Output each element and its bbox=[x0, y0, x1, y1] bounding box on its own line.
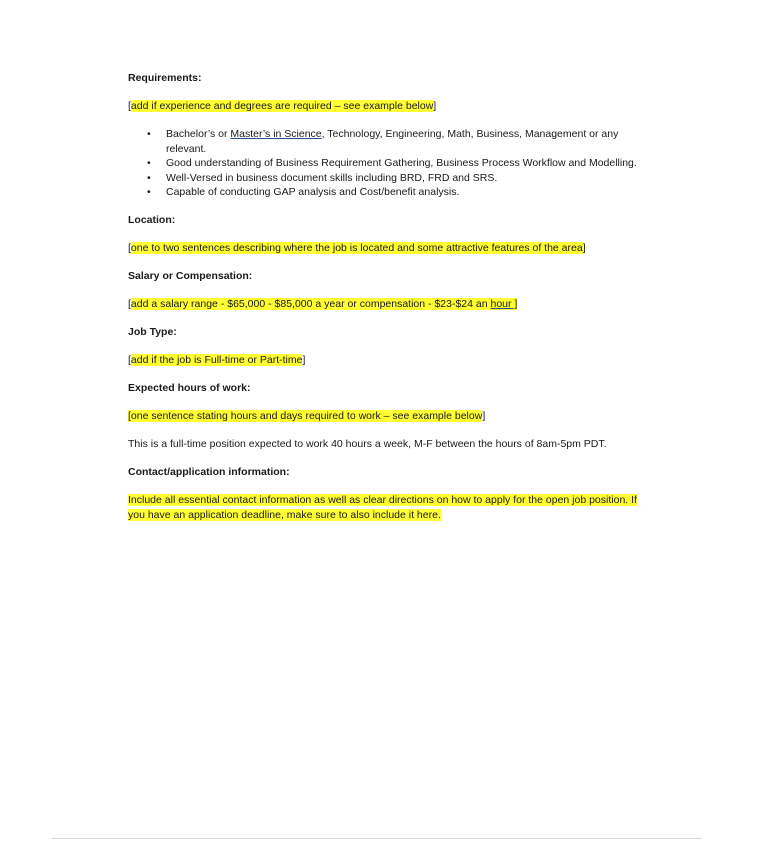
bracket-open: [ bbox=[128, 297, 131, 310]
salary-heading: Salary or Compensation: bbox=[128, 269, 253, 282]
location-note bbox=[128, 241, 638, 256]
job-type-highlight: add if the job is Full-time or Part-time bbox=[130, 353, 303, 366]
contact-note bbox=[128, 493, 638, 523]
bracket-close: ] bbox=[582, 241, 586, 254]
bullet-icon: • bbox=[147, 128, 151, 140]
location-heading: Location: bbox=[128, 213, 176, 226]
bullet-icon: • bbox=[147, 157, 151, 170]
job-type-heading: Job Type: bbox=[128, 325, 177, 338]
requirements-list bbox=[128, 127, 638, 200]
list-item: • Well-Versed in business document skills including BRD, FRD and SRS. bbox=[147, 171, 498, 184]
document-page bbox=[128, 70, 638, 523]
contact-heading: Contact/application information: bbox=[128, 465, 290, 478]
salary-highlight: add a salary range - $65,000 - $85,000 a year or compensation - $23-$24 an hour ] bbox=[130, 297, 518, 310]
bracket-close: ] bbox=[433, 100, 437, 112]
job-type-note bbox=[128, 353, 638, 368]
masters-in-science-link[interactable]: Master’s in Science bbox=[230, 128, 322, 140]
hours-heading: Expected hours of work: bbox=[128, 381, 251, 394]
hours-example: This is a full-time position expected to work 40 hours a week, M-F between the hours of 8am-5pm PDT. bbox=[128, 437, 607, 450]
salary-note bbox=[128, 297, 638, 312]
requirements-highlight: add if experience and degrees are required – see example below bbox=[130, 100, 434, 112]
page-bottom-divider bbox=[52, 838, 702, 839]
hours-highlight: [one sentence stating hours and days required to work – see example below bbox=[128, 409, 483, 422]
list-item: • Good understanding of Business Requirement Gathering, Business Process Workflow and Modelling. bbox=[147, 157, 637, 170]
list-item: • Capable of conducting GAP analysis and Cost/benefit analysis. bbox=[147, 186, 460, 199]
bracket-open: [ bbox=[128, 100, 131, 112]
bullet-icon: • bbox=[147, 186, 151, 199]
bracket-close: ] bbox=[482, 409, 486, 422]
location-highlight: one to two sentences describing where the job is located and some attractive features of the area bbox=[130, 241, 583, 254]
contact-highlight: Include all essential contact information as well as clear directions on how to apply for the open job position. If you have an application deadline, make sure to also include it here. bbox=[128, 493, 637, 521]
hours-note bbox=[128, 409, 638, 424]
requirements-note bbox=[128, 99, 638, 114]
requirements-heading: Requirements: bbox=[128, 72, 202, 84]
hour-link[interactable]: hour ] bbox=[490, 297, 518, 310]
bracket-close: ] bbox=[302, 353, 306, 366]
bullet-icon: • bbox=[147, 171, 151, 184]
bracket-open: [ bbox=[128, 353, 131, 366]
list-item: • Bachelor’s or Master’s in Science, Technology, Engineering, Math, Business, Management or any relevant. bbox=[147, 128, 619, 155]
bracket-open: [ bbox=[128, 241, 131, 254]
